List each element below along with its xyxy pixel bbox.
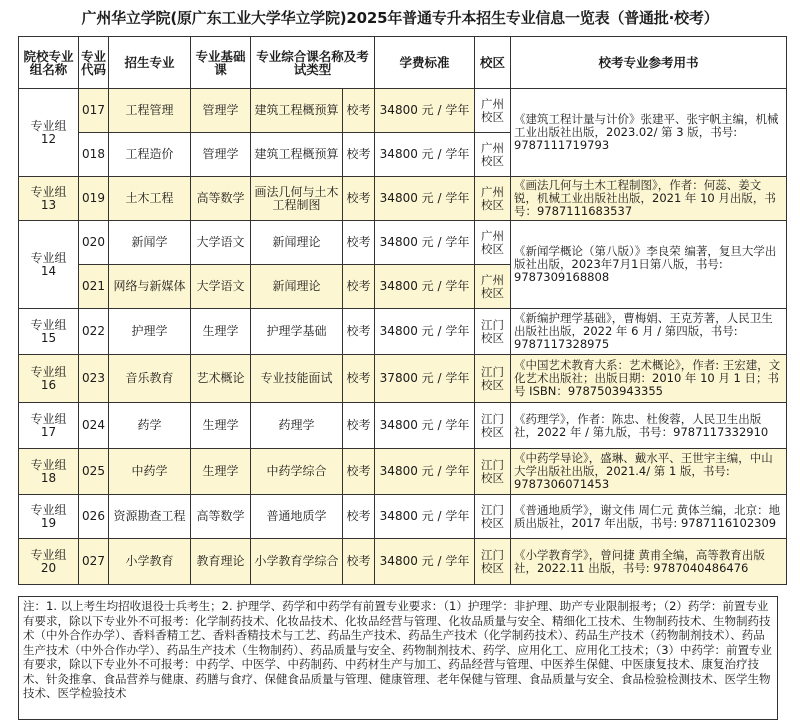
fee-cell: 34800 元 / 学年 [375, 177, 475, 221]
group-cell: 专业组 20 [19, 539, 79, 585]
book-cell: 《普通地质学》，谢文伟 周仁元 黄体兰编，北京：地质出版社，2017 年出版，书号: 9787116102309 [511, 495, 787, 539]
table-row [19, 221, 787, 265]
base-cell: 艺术概论 [191, 355, 251, 403]
table-row [19, 355, 787, 403]
major-cell: 工程管理 [109, 89, 191, 133]
group-cell: 专业组 16 [19, 355, 79, 403]
base-cell: 大学语文 [191, 265, 251, 309]
type-cell: 校考 [343, 177, 375, 221]
campus-cell: 广州校区 [475, 265, 511, 309]
code-cell: 025 [79, 449, 109, 495]
base-cell: 大学语文 [191, 221, 251, 265]
base-cell: 高等数学 [191, 177, 251, 221]
code-cell: 023 [79, 355, 109, 403]
table-row [19, 177, 787, 221]
header-reference-book: 校考专业参考用书 [511, 37, 787, 89]
header-campus: 校区 [475, 37, 511, 89]
group-cell: 专业组 17 [19, 403, 79, 449]
fee-cell: 34800 元 / 学年 [375, 89, 475, 133]
campus-cell: 广州校区 [475, 221, 511, 265]
type-cell: 校考 [343, 265, 375, 309]
code-cell: 027 [79, 539, 109, 585]
book-cell: 《建筑工程计量与计价》张建平、张宇帆主编，机械工业出版社出版，2023.02/ 第 3 版，书号: 9787111719793 [511, 89, 787, 177]
code-cell: 026 [79, 495, 109, 539]
campus-cell: 江门校区 [475, 495, 511, 539]
book-cell: 《中国艺术教育大系：艺术概论》，作者: 王宏建，文化艺术出版社；出版日期：2010 年 10 月 1 日；书号 ISBN：9787503943355 [511, 355, 787, 403]
type-cell: 校考 [343, 403, 375, 449]
header-major: 招生专业 [109, 37, 191, 89]
book-cell: 《药理学》，作者：陈忠、杜俊蓉，人民卫生出版社，2022 年 / 第九版，书号：9787117332910 [511, 403, 787, 449]
table-row [19, 403, 787, 449]
group-cell: 专业组 12 [19, 89, 79, 177]
type-cell: 校考 [343, 355, 375, 403]
comp-cell: 小学教育学综合 [251, 539, 343, 585]
major-cell: 中药学 [109, 449, 191, 495]
campus-cell: 江门校区 [475, 309, 511, 355]
campus-cell: 广州校区 [475, 133, 511, 177]
comp-cell: 新闻理论 [251, 265, 343, 309]
book-cell: 《中药学导论》，盛琳、戴水平、王世宇主编，中山大学出版社出版，2021.4/ 第 1 版，书号: 9787306071453 [511, 449, 787, 495]
base-cell: 生理学 [191, 309, 251, 355]
header-base-course: 专业基础课 [191, 37, 251, 89]
base-cell: 管理学 [191, 89, 251, 133]
fee-cell: 34800 元 / 学年 [375, 221, 475, 265]
fee-cell: 34800 元 / 学年 [375, 495, 475, 539]
base-cell: 生理学 [191, 403, 251, 449]
type-cell: 校考 [343, 221, 375, 265]
table-row [19, 449, 787, 495]
campus-cell: 江门校区 [475, 449, 511, 495]
book-cell: 《画法几何与土木工程制图》，作者：何蕊、姜文锐，机械工业出版社出版，2021 年 10 月出版，书号：9787111683537 [511, 177, 787, 221]
base-cell: 教育理论 [191, 539, 251, 585]
type-cell: 校考 [343, 539, 375, 585]
campus-cell: 江门校区 [475, 539, 511, 585]
code-cell: 022 [79, 309, 109, 355]
major-cell: 新闻学 [109, 221, 191, 265]
group-cell: 专业组 18 [19, 449, 79, 495]
fee-cell: 37800 元 / 学年 [375, 355, 475, 403]
book-cell: 《新闻学概论（第八版）》李良荣 编著，复旦大学出版社出版，2023年7月1日第八版，书号: 9787309168808 [511, 221, 787, 309]
comp-cell: 建筑工程概预算 [251, 89, 343, 133]
fee-cell: 34800 元 / 学年 [375, 265, 475, 309]
fee-cell: 34800 元 / 学年 [375, 403, 475, 449]
type-cell: 校考 [343, 449, 375, 495]
major-cell: 护理学 [109, 309, 191, 355]
code-cell: 024 [79, 403, 109, 449]
header-code: 专业代码 [79, 37, 109, 89]
header-comprehensive-course: 专业综合课名称及考试类型 [251, 37, 375, 89]
comp-cell: 建筑工程概预算 [251, 133, 343, 177]
footnote: 注：1. 以上考生均招收退役士兵考生；2. 护理学、药学和中药学有前置专业要求：（1）护理学：非护理、助产专业限制报考；（2）药学：前置专业有要求，除以下专业外不可报考：化学制药技术、化妆品技术、化妆品经营与管理、化妆品质量与安全、精细化工技术、生物制药技术、生物制药技术（中外合作办学）、香料香精工艺、香料香精技术与工艺、药品生产技术、药品生产技术（化学制药技术）、药品生产技术（药物制剂技术）、药品生产技术（中外合作办学）、药品生产技术（生物制药）、药品质量与安全、药物制剂技术、药学、应用化工、应用化工技术；（3）中药学：前置专业有要求，除以下专业外不可报考：中药学、中医学、中药制药、中药材生产与加工、药品经营与管理、中医养生保健、中医康复技术、康复治疗技术、针灸推拿、食品营养与健康、药膳与食疗、保健食品质量与管理、健康管理、老年保健与管理、食品质量与安全、食品检验检测技术、医学生物技术、医学检验技术 [18, 596, 778, 720]
campus-cell: 江门校区 [475, 403, 511, 449]
fee-cell: 34800 元 / 学年 [375, 309, 475, 355]
code-cell: 019 [79, 177, 109, 221]
code-cell: 020 [79, 221, 109, 265]
group-cell: 专业组 19 [19, 495, 79, 539]
campus-cell: 广州校区 [475, 177, 511, 221]
comp-cell: 画法几何与土木工程制图 [251, 177, 343, 221]
enrollment-table [18, 36, 787, 585]
comp-cell: 护理学基础 [251, 309, 343, 355]
code-cell: 021 [79, 265, 109, 309]
type-cell: 校考 [343, 309, 375, 355]
base-cell: 生理学 [191, 449, 251, 495]
table-row [19, 89, 787, 133]
type-cell: 校考 [343, 133, 375, 177]
book-cell: 《新编护理学基础》，曹梅娟、王克芳著，人民卫生出版社出版，2022 年 6 月 / 第四版，书号: 9787117328975 [511, 309, 787, 355]
code-cell: 017 [79, 89, 109, 133]
group-cell: 专业组 15 [19, 309, 79, 355]
major-cell: 资源勘查工程 [109, 495, 191, 539]
major-cell: 网络与新媒体 [109, 265, 191, 309]
comp-cell: 药理学 [251, 403, 343, 449]
major-cell: 音乐教育 [109, 355, 191, 403]
table-row [19, 309, 787, 355]
type-cell: 校考 [343, 89, 375, 133]
header-fee: 学费标准 [375, 37, 475, 89]
comp-cell: 普通地质学 [251, 495, 343, 539]
comp-cell: 专业技能面试 [251, 355, 343, 403]
fee-cell: 34800 元 / 学年 [375, 539, 475, 585]
major-cell: 土木工程 [109, 177, 191, 221]
comp-cell: 新闻理论 [251, 221, 343, 265]
campus-cell: 江门校区 [475, 355, 511, 403]
campus-cell: 广州校区 [475, 89, 511, 133]
major-cell: 药学 [109, 403, 191, 449]
header-group: 院校专业组名称 [19, 37, 79, 89]
table-row [19, 495, 787, 539]
comp-cell: 中药学综合 [251, 449, 343, 495]
group-cell: 专业组 13 [19, 177, 79, 221]
major-cell: 工程造价 [109, 133, 191, 177]
header-row [19, 37, 787, 89]
table-row [19, 539, 787, 585]
fee-cell: 34800 元 / 学年 [375, 133, 475, 177]
group-cell: 专业组 14 [19, 221, 79, 309]
book-cell: 《小学教育学》，曾问捷 黄甫全编，高等教育出版社，2022.11 出版，书号: 9787040486476 [511, 539, 787, 585]
base-cell: 高等数学 [191, 495, 251, 539]
page-title: 广州华立学院(原广东工业大学华立学院)2025年普通专升本招生专业信息一览表（普通批·校考） [81, 9, 719, 27]
code-cell: 018 [79, 133, 109, 177]
base-cell: 管理学 [191, 133, 251, 177]
type-cell: 校考 [343, 495, 375, 539]
fee-cell: 34800 元 / 学年 [375, 449, 475, 495]
major-cell: 小学教育 [109, 539, 191, 585]
